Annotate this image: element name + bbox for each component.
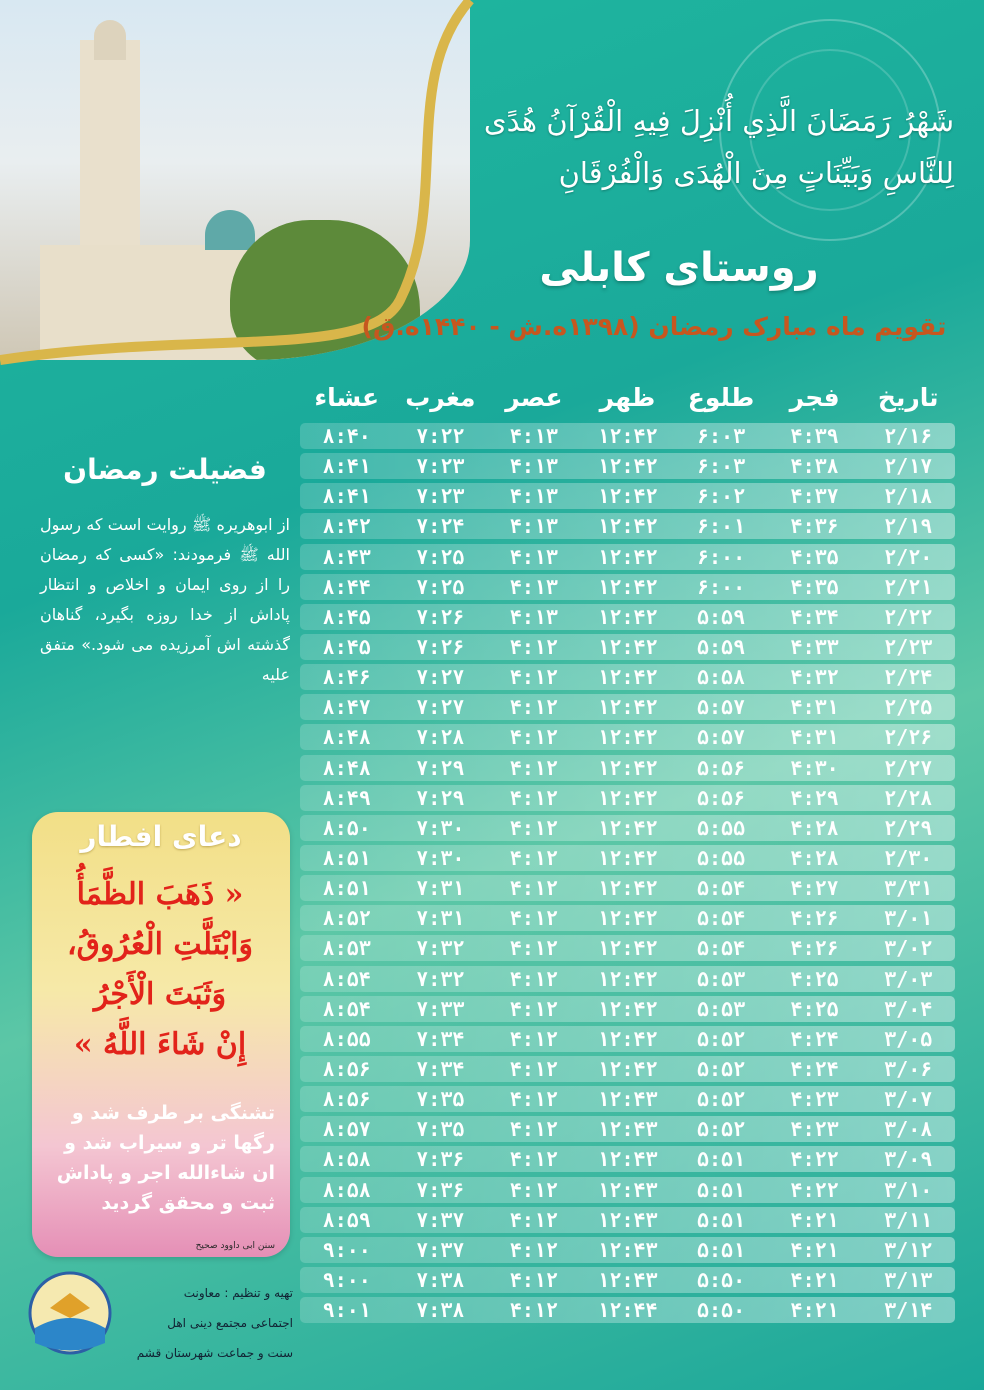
table-row [300,1297,955,1323]
table-cell: ۳/۱۰ [884,1177,933,1202]
table-cell: ۱۲:۴۲ [597,574,658,599]
table-cell: ۶:۰۲ [696,484,746,509]
table-cell: ۸:۵۳ [322,936,371,961]
table-cell: ۸:۴۹ [322,785,371,810]
table-cell: ۴:۱۳ [509,514,558,539]
table-cell: ۵:۵۷ [696,695,746,720]
table-cell: ۴:۳۱ [790,695,839,720]
table-cell: ۶:۰۳ [696,454,746,479]
table-row [300,1207,955,1233]
table-cell: ۴:۲۱ [790,1237,839,1262]
organization-logo [20,1268,120,1358]
table-row [300,815,955,841]
table-cell: ۸:۵۲ [322,906,371,931]
table-cell: ۱۲:۴۲ [597,996,658,1021]
table-cell: ۳/۱۴ [884,1298,933,1323]
table-row [300,996,955,1022]
table-cell: ۳/۰۹ [884,1147,933,1172]
table-cell: ۳/۱۳ [884,1267,933,1292]
table-cell: ۴:۲۱ [790,1207,839,1232]
table-cell: ۲/۲۲ [884,604,933,629]
minaret-top [94,20,126,60]
table-cell: ۸:۴۴ [322,574,371,599]
table-cell: ۴:۳۵ [790,574,839,599]
table-cell: ۸:۴۸ [322,755,371,780]
table-cell: ۵:۵۰ [696,1298,746,1323]
table-cell: ۳/۱۱ [884,1207,933,1232]
dua-title: دعای افطار [80,820,242,853]
table-cell: ۵:۵۵ [696,845,746,870]
table-cell: ۳/۰۲ [884,936,933,961]
table-row [300,1146,955,1172]
table-cell: ۹:۰۱ [322,1298,371,1323]
table-cell: ۷:۳۸ [416,1267,465,1292]
dua-line: « ذَهَبَ الظَّمَأُ [76,877,244,912]
table-cell: ۶:۰۰ [696,544,746,569]
table-cell: ۵:۵۳ [696,996,746,1021]
table-cell: ۶:۰۱ [696,514,746,539]
table-row [300,1267,955,1293]
table-cell: ۷:۳۲ [416,936,465,961]
table-cell: ۱۲:۴۲ [597,604,658,629]
table-cell: ۴:۳۰ [790,755,839,780]
table-cell: ۵:۵۴ [696,876,746,901]
table-cell: ۱۲:۴۲ [597,1056,658,1081]
table-row [300,664,955,690]
table-row [300,574,955,600]
table-cell: ۷:۳۰ [416,845,465,870]
table-cell: ۴:۲۸ [790,815,839,840]
table-row [300,724,955,750]
table-cell: ۷:۳۶ [416,1147,465,1172]
verse-line-1: شَهْرُ رَمَضَانَ الَّذِي أُنْزِلَ فِيهِ الْقُرْآنُ هُدًى [483,104,954,138]
column-header: مغرب [405,383,476,412]
table-row [300,905,955,931]
table-cell: ۷:۳۲ [416,966,465,991]
table-row [300,755,955,781]
table-cell: ۸:۵۸ [322,1177,371,1202]
table-cell: ۵:۵۰ [696,1267,746,1292]
table-cell: ۲/۱۹ [884,514,933,539]
credit-line: سنت و جماعت شهرستان قشم [136,1346,293,1360]
table-cell: ۳/۰۵ [884,1026,933,1051]
table-cell: ۷:۲۳ [416,454,465,479]
table-cell: ۷:۲۴ [416,514,465,539]
table-cell: ۲/۱۷ [884,454,933,479]
table-cell: ۴:۳۲ [790,665,839,690]
calendar-subtitle: تقویم ماه مبارک رمضان (۱۳۹۸ه.ش - ۱۴۴۰ه.ق) [361,312,947,341]
table-cell: ۴:۱۲ [509,1147,558,1172]
dua-line: وَابْتَلَّتِ الْعُرُوقُ، [66,927,253,962]
table-cell: ۸:۵۸ [322,1147,371,1172]
table-cell: ۱۲:۴۳ [597,1237,658,1262]
table-cell: ۵:۵۵ [696,815,746,840]
table-cell: ۴:۲۴ [790,1056,839,1081]
table-cell: ۶:۰۰ [696,574,746,599]
table-cell: ۲/۱۶ [884,424,933,448]
table-cell: ۸:۴۳ [322,544,371,569]
dua-line: إِنْ شَاءَ اللَّهُ » [73,1027,247,1062]
table-row [300,453,955,479]
table-cell: ۱۲:۴۲ [597,845,658,870]
table-cell: ۱۲:۴۲ [597,695,658,720]
table-cell: ۴:۱۳ [509,424,558,448]
table-cell: ۷:۲۹ [416,755,465,780]
table-cell: ۳/۰۷ [884,1087,933,1112]
table-cell: ۵:۵۱ [696,1147,746,1172]
table-cell: ۴:۳۳ [790,634,839,659]
table-cell: ۱۲:۴۳ [597,1087,658,1112]
table-row [300,483,955,509]
table-cell: ۴:۱۲ [509,1177,558,1202]
village-title: روستای کابلی [539,245,819,291]
table-cell: ۷:۳۶ [416,1177,465,1202]
table-cell: ۵:۵۲ [696,1026,746,1051]
table-cell: ۸:۵۶ [322,1087,371,1112]
table-cell: ۷:۲۵ [416,574,465,599]
table-row [300,785,955,811]
table-cell: ۷:۲۸ [416,725,465,750]
table-cell: ۲/۲۵ [884,695,933,720]
virtue-title: فضیلت رمضان [63,453,267,486]
table-cell: ۴:۱۲ [509,1267,558,1292]
table-cell: ۴:۱۲ [509,695,558,720]
table-cell: ۴:۲۳ [790,1117,839,1142]
table-cell: ۱۲:۴۲ [597,514,658,539]
table-cell: ۳/۰۱ [884,906,933,931]
table-row [300,513,955,539]
table-row [300,634,955,660]
table-cell: ۸:۵۱ [322,876,371,901]
table-cell: ۴:۲۶ [790,906,839,931]
table-cell: ۷:۲۳ [416,484,465,509]
table-cell: ۲/۲۳ [884,634,933,659]
table-cell: ۴:۱۳ [509,454,558,479]
table-cell: ۱۲:۴۲ [597,665,658,690]
table-row [300,1237,955,1263]
table-cell: ۴:۲۷ [790,876,839,901]
table-cell: ۴:۲۴ [790,1026,839,1051]
table-cell: ۴:۱۲ [509,966,558,991]
table-cell: ۴:۱۲ [509,1237,558,1262]
table-cell: ۱۲:۴۲ [597,815,658,840]
dua-arabic [40,870,280,1070]
table-cell: ۵:۵۷ [696,725,746,750]
table-cell: ۵:۵۹ [696,604,746,629]
table-cell: ۸:۴۰ [322,424,371,448]
table-row [300,935,955,961]
quran-verse [474,95,954,199]
table-row [300,875,955,901]
table-cell: ۸:۴۱ [322,484,371,509]
table-cell: ۳/۰۸ [884,1117,933,1142]
virtue-text: از ابوهریره ﷺ روایت است که رسول الله ﷺ فرمودند: «کسی که رمضان را از روی ایمان و اخلاص و انتظار پاداش از خدا روزه بگیرد، گناهان گذشته اش آمرزیده می شود.» متفق علیه [40,515,290,684]
table-cell: ۵:۵۴ [696,906,746,931]
column-header: عصر [505,383,563,412]
table-cell: ۴:۱۲ [509,725,558,750]
table-row [300,1026,955,1052]
table-cell: ۵:۵۲ [696,1087,746,1112]
table-cell: ۷:۳۷ [416,1207,465,1232]
table-cell: ۸:۵۰ [322,815,371,840]
table-cell: ۱۲:۴۲ [597,634,658,659]
table-cell: ۱۲:۴۲ [597,936,658,961]
table-cell: ۸:۴۵ [322,634,371,659]
table-cell: ۷:۳۷ [416,1237,465,1262]
table-cell: ۸:۵۵ [322,1026,371,1051]
table-cell: ۱۲:۴۲ [597,1026,658,1051]
table-cell: ۷:۲۷ [416,665,465,690]
table-cell: ۱۲:۴۳ [597,1147,658,1172]
table-cell: ۴:۱۲ [509,1207,558,1232]
table-row [300,1177,955,1203]
table-cell: ۴:۳۱ [790,725,839,750]
table-cell: ۴:۲۵ [790,966,839,991]
table-cell: ۱۲:۴۲ [597,876,658,901]
table-cell: ۷:۲۶ [416,604,465,629]
table-cell: ۴:۳۷ [790,484,839,509]
table-cell: ۴:۲۳ [790,1087,839,1112]
credit-line: تهیه و تنظیم : معاونت [183,1286,293,1300]
table-cell: ۴:۳۴ [790,604,839,629]
table-cell: ۲/۲۷ [884,755,933,780]
table-cell: ۷:۲۷ [416,695,465,720]
table-cell: ۷:۲۲ [416,424,465,448]
table-cell: ۱۲:۴۲ [597,544,658,569]
table-cell: ۲/۲۱ [884,574,933,599]
table-cell: ۷:۲۶ [416,634,465,659]
mosque-dome [205,210,255,250]
table-cell: ۷:۳۸ [416,1298,465,1323]
mosque-photo [0,0,470,360]
credit-line: اجتماعی مجتمع دینی اهل [167,1316,293,1330]
table-cell: ۵:۵۶ [696,755,746,780]
dua-translation: تشنگی بر طرف شد و رگها تر و سیراب شد و ان شاءالله اجر و پاداش ثبت و محقق گردید [56,1102,275,1214]
table-cell: ۴:۱۲ [509,634,558,659]
table-cell: ۴:۱۳ [509,604,558,629]
table-cell: ۷:۳۱ [416,906,465,931]
table-cell: ۴:۱۳ [509,574,558,599]
table-header [300,376,955,420]
table-cell: ۵:۵۳ [696,966,746,991]
table-cell: ۲/۲۸ [884,785,933,810]
table-cell: ۸:۵۴ [322,966,371,991]
table-cell: ۷:۳۵ [416,1117,465,1142]
table-cell: ۸:۵۱ [322,845,371,870]
table-cell: ۸:۴۲ [322,514,371,539]
table-cell: ۳/۰۴ [884,996,933,1021]
table-cell: ۴:۱۲ [509,1298,558,1323]
table-cell: ۷:۳۵ [416,1087,465,1112]
table-cell: ۵:۵۱ [696,1207,746,1232]
table-cell: ۴:۲۸ [790,845,839,870]
table-cell: ۷:۳۴ [416,1056,465,1081]
table-cell: ۵:۵۶ [696,785,746,810]
column-header: فجر [789,383,840,412]
table-cell: ۸:۵۷ [322,1117,371,1142]
table-cell: ۹:۰۰ [322,1237,371,1262]
table-cell: ۵:۵۹ [696,634,746,659]
column-header: ظهر [599,383,656,412]
table-cell: ۴:۱۲ [509,996,558,1021]
table-cell: ۴:۲۹ [790,785,839,810]
table-cell: ۴:۱۲ [509,906,558,931]
column-header: تاریخ [877,383,939,412]
table-cell: ۱۲:۴۲ [597,906,658,931]
prayer-times-table [300,423,955,1327]
table-cell: ۱۲:۴۲ [597,454,658,479]
table-cell: ۴:۱۳ [509,484,558,509]
table-cell: ۱۲:۴۲ [597,755,658,780]
table-cell: ۴:۱۲ [509,1026,558,1051]
table-cell: ۸:۴۸ [322,725,371,750]
table-cell: ۴:۱۲ [509,876,558,901]
table-cell: ۷:۲۹ [416,785,465,810]
table-cell: ۳/۰۶ [884,1056,933,1081]
table-cell: ۸:۵۶ [322,1056,371,1081]
table-cell: ۷:۲۵ [416,544,465,569]
table-cell: ۴:۳۸ [790,454,839,479]
table-cell: ۱۲:۴۳ [597,1267,658,1292]
table-cell: ۲/۲۶ [884,725,933,750]
table-row [300,604,955,630]
table-cell: ۷:۳۴ [416,1026,465,1051]
table-cell: ۲/۳۰ [884,845,933,870]
table-cell: ۵:۵۱ [696,1237,746,1262]
table-cell: ۴:۱۳ [509,544,558,569]
table-row [300,1056,955,1082]
table-cell: ۷:۳۰ [416,815,465,840]
table-cell: ۴:۳۹ [790,424,839,448]
table-cell: ۵:۵۲ [696,1056,746,1081]
table-cell: ۱۲:۴۳ [597,1177,658,1202]
table-cell: ۳/۳۱ [884,876,933,901]
table-cell: ۴:۱۲ [509,665,558,690]
table-cell: ۴:۱۲ [509,1117,558,1142]
table-cell: ۲/۲۴ [884,665,933,690]
table-cell: ۵:۵۲ [696,1117,746,1142]
table-cell: ۱۲:۴۳ [597,1207,658,1232]
table-cell: ۵:۵۱ [696,1177,746,1202]
table-cell: ۲/۲۰ [884,544,933,569]
table-cell: ۴:۲۱ [790,1298,839,1323]
column-header: عشاء [314,383,380,412]
table-cell: ۴:۱۲ [509,1087,558,1112]
table-cell: ۴:۱۲ [509,815,558,840]
table-cell: ۱۲:۴۳ [597,1117,658,1142]
table-cell: ۴:۲۱ [790,1267,839,1292]
table-cell: ۴:۲۵ [790,996,839,1021]
table-cell: ۱۲:۴۲ [597,424,658,448]
table-cell: ۱۲:۴۲ [597,966,658,991]
table-row [300,423,955,449]
table-cell: ۸:۴۵ [322,604,371,629]
credit-text [128,1278,293,1368]
table-row [300,694,955,720]
table-cell: ۴:۱۲ [509,1056,558,1081]
table-cell: ۸:۴۶ [322,665,371,690]
table-cell: ۴:۲۲ [790,1177,839,1202]
column-header: طلوع [687,383,755,412]
table-cell: ۵:۵۸ [696,665,746,690]
table-cell: ۸:۴۱ [322,454,371,479]
table-cell: ۴:۳۵ [790,544,839,569]
table-cell: ۴:۱۲ [509,785,558,810]
table-cell: ۴:۱۲ [509,936,558,961]
table-cell: ۱۲:۴۲ [597,484,658,509]
table-cell: ۸:۵۴ [322,996,371,1021]
table-row [300,845,955,871]
table-row [300,544,955,570]
table-cell: ۷:۳۱ [416,876,465,901]
dua-source: سنن ابی داوود صحیح [195,1241,275,1251]
table-cell: ۴:۱۲ [509,755,558,780]
table-cell: ۸:۵۹ [322,1207,371,1232]
dua-line: وَثَبَتَ الْأَجْرُ [93,977,227,1012]
table-row [300,1086,955,1112]
table-cell: ۲/۲۹ [884,815,933,840]
table-cell: ۳/۰۳ [884,966,933,991]
table-cell: ۱۲:۴۲ [597,725,658,750]
table-cell: ۷:۳۳ [416,996,465,1021]
table-cell: ۲/۱۸ [884,484,933,509]
table-row [300,1116,955,1142]
table-cell: ۴:۲۲ [790,1147,839,1172]
table-cell: ۸:۴۷ [322,695,371,720]
verse-line-2: لِلنَّاسِ وَبَيِّنَاتٍ مِنَ الْهُدَى وَالْفُرْقَانِ [558,156,954,190]
table-cell: ۹:۰۰ [322,1267,371,1292]
table-cell: ۱۲:۴۲ [597,785,658,810]
table-row [300,966,955,992]
table-cell: ۴:۱۲ [509,845,558,870]
table-cell: ۴:۲۶ [790,936,839,961]
table-cell: ۶:۰۳ [696,424,746,448]
table-cell: ۳/۱۲ [884,1237,933,1262]
table-cell: ۵:۵۴ [696,936,746,961]
table-cell: ۴:۳۶ [790,514,839,539]
table-cell: ۱۲:۴۴ [597,1298,658,1323]
